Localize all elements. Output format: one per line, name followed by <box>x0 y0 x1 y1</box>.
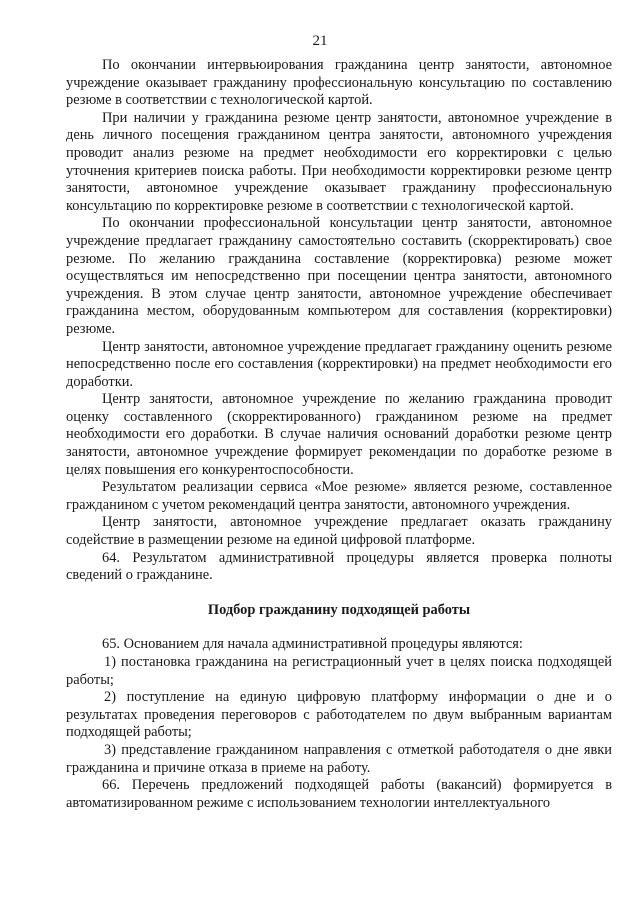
paragraph-service-result: Результатом реализации сервиса «Мое резюме» является резюме, составленное гражданином с учетом рекомендаций центра занятости, автономного учреждения. <box>66 479 612 513</box>
list-item: 2) поступление на единую цифровую платформу информации о дне и о результатах проведения переговоров с работодателем по двум выбранным вариантам подходящей работы; <box>66 689 612 741</box>
paragraph-interview-consultation: По окончании интервьюирования гражданина центр занятости, автономное учреждение оказывает гражданину профессиональную консультацию по составлению резюме в соответствии с технологической картой. <box>66 57 612 109</box>
list-item: 1) постановка гражданина на регистрационный учет в целях поиска подходящей работы; <box>66 654 612 688</box>
paragraph-resume-evaluation: Центр занятости, автономное учреждение по желанию гражданина проводит оценку составленного (скорректированного) гражданином резюме на предмет необходимости его доработки. В случае наличия оснований доработки резюме центр занятости, автономное учреждение формирует рекомендации по доработке резюме в целях повышения его конкурентоспособности. <box>66 391 612 478</box>
paragraph-64: 64. Результатом административной процедуры является проверка полноты сведений о гражданине. <box>66 549 612 584</box>
paragraph-resume-self-compose: По окончании профессиональной консультации центр занятости, автономное учреждение предлагает гражданину самостоятельно составить (скорректировать) свое резюме. По желанию гражданина составление (корректировка) резюме может осуществляться им непосредственно при посещении центра занятости, автономного учреждения. В этом случае центр занятости, автономное учреждение обеспечивает гражданина местом, оборудованным компьютером для составления (корректировки) резюме. <box>66 215 612 337</box>
list-item: 3) представление гражданином направления с отметкой работодателя о дне явки гражданина и причине отказа в приеме на работу. <box>66 741 612 776</box>
paragraph-resume-evaluation-offer: Центр занятости, автономное учреждение предлагает гражданину оценить резюме непосредственно после его составления (корректировки) на предмет необходимости его доработки. <box>66 338 612 390</box>
section-heading: Подбор гражданину подходящей работы <box>207 601 471 618</box>
document-body <box>66 57 612 812</box>
paragraph-resume-analysis: При наличии у гражданина резюме центр занятости, автономное учреждение в день личного посещения гражданином центра занятости, автономного учреждения проводит анализ резюме на предмет необходимости его корректировки с целью уточнения критериев поиска работы. При необходимости корректировки резюме центр занятости, автономное учреждение оказывает гражданину профессиональную консультацию по корректировке резюме в соответствии с технологической картой. <box>66 109 612 214</box>
paragraph-65-intro: 65. Основанием для начала административной процедуры являются: <box>102 636 523 653</box>
paragraph-66: 66. Перечень предложений подходящей работы (вакансий) формируется в автоматизированном режиме с использованием технологии интеллектуального <box>66 777 612 811</box>
page-number: 21 <box>312 33 328 49</box>
paragraph-platform-placement: Центр занятости, автономное учреждение предлагает оказать гражданину содействие в размещении резюме на единой цифровой платформе. <box>66 514 612 549</box>
